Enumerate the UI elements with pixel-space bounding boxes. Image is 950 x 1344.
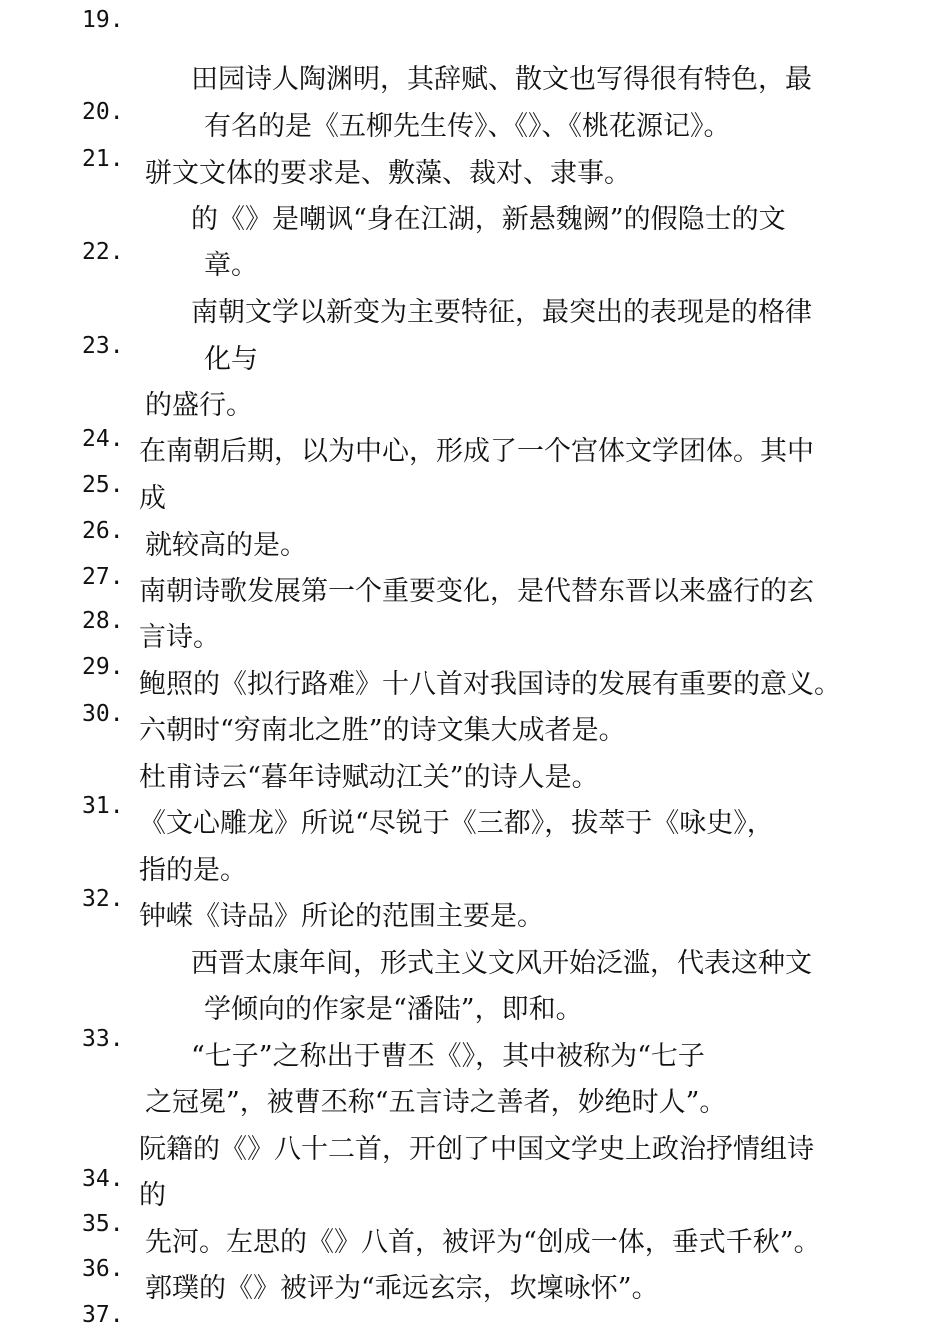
question-text-line: 的《》是嘲讽“身在江湖，新悬魏阙”的假隐士的文 [191, 204, 786, 235]
question-number: 22. [82, 239, 124, 265]
question-number: 28. [82, 608, 124, 634]
question-text-line: 章。 [204, 250, 258, 281]
question-text-line: 成 [139, 483, 166, 514]
question-text-line: 杜甫诗云“暮年诗赋动江关”的诗人是。 [139, 762, 599, 793]
question-number: 24. [82, 426, 124, 452]
question-number: 26. [82, 518, 124, 544]
question-text-line: 之冠冕”，被曹丕称“五言诗之善者，妙绝时人”。 [145, 1087, 727, 1118]
question-text-line: 《文心雕龙》所说“尽锐于《三都》，拔萃于《咏史》， [139, 808, 774, 839]
question-text-line: 指的是。 [139, 855, 247, 886]
question-text-line: 鲍照的《拟行路难》十八首对我国诗的发展有重要的意义。 [139, 669, 841, 700]
question-number: 21. [82, 146, 124, 172]
question-number: 23. [82, 333, 124, 359]
question-number: 20. [82, 99, 124, 125]
question-text-line: 西晋太康年间，形式主义文风开始泛滥，代表这种文 [191, 948, 812, 979]
question-number: 32. [82, 886, 124, 912]
question-text-line: 六朝时“穷南北之胜”的诗文集大成者是。 [139, 715, 626, 746]
question-text-line: 南朝文学以新变为主要特征，最突出的表现是的格律 [191, 297, 812, 328]
question-text-line: 学倾向的作家是“潘陆”，即和。 [204, 994, 583, 1025]
question-text-line: 先河。左思的《》八首，被评为“创成一体，垂式千秋”。 [145, 1227, 821, 1258]
question-text-line: 阮籍的《》八十二首，开创了中国文学史上政治抒情组诗 [139, 1134, 814, 1165]
question-text-line: 的盛行。 [145, 390, 253, 421]
question-text-line: 的 [139, 1180, 166, 1211]
question-text-line: 在南朝后期，以为中心，形成了一个宫体文学团体。其中 [139, 436, 814, 467]
question-text-line: 言诗。 [139, 622, 220, 653]
question-number: 27. [82, 564, 124, 590]
question-text-line: 钟嵘《诗品》所论的范围主要是。 [139, 901, 544, 932]
question-text-line: 骈文文体的要求是、敷藻、裁对、隶事。 [145, 158, 631, 189]
question-text-line: 有名的是《五柳先生传》、《》、《桃花源记》。 [204, 111, 731, 142]
question-number: 19. [82, 7, 124, 33]
question-number: 33. [82, 1026, 124, 1052]
question-number: 37. [82, 1302, 124, 1328]
question-text-line: “七子”之称出于曹丕《》，其中被称为“七子 [191, 1041, 705, 1072]
question-text-line: 就较高的是。 [145, 530, 307, 561]
question-text-line: 田园诗人陶渊明，其辞赋、散文也写得很有特色，最 [191, 64, 812, 95]
question-number: 34. [82, 1166, 124, 1192]
question-number: 30. [82, 701, 124, 727]
question-number: 31. [82, 793, 124, 819]
question-text-line: 南朝诗歌发展第一个重要变化，是代替东晋以来盛行的玄 [139, 576, 814, 607]
question-number: 25. [82, 472, 124, 498]
question-text-line: 化与 [204, 344, 258, 375]
question-number: 36. [82, 1256, 124, 1282]
question-text-line: 郭璞的《》被评为“乖远玄宗，坎壈咏怀”。 [145, 1273, 659, 1304]
question-number: 35. [82, 1211, 124, 1237]
question-number: 29. [82, 654, 124, 680]
